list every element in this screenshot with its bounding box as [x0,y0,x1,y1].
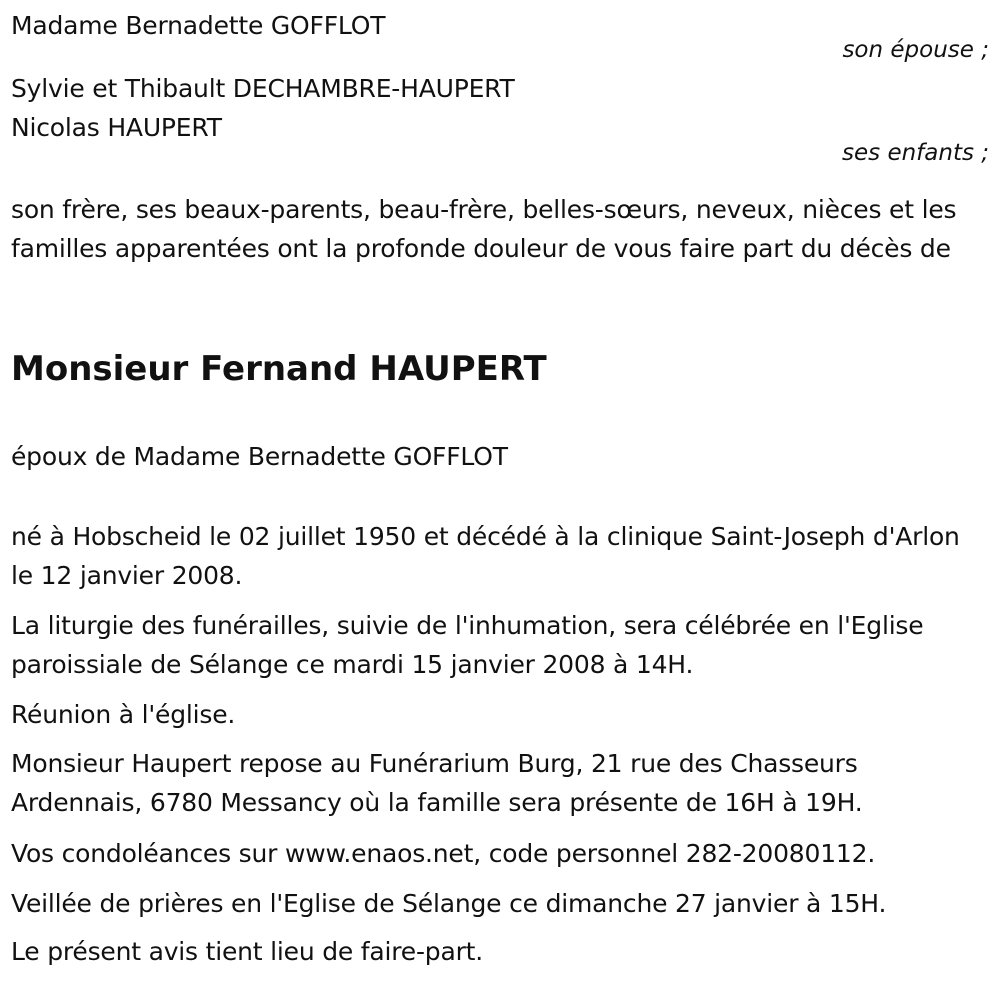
spouse-name: Madame Bernadette GOFFLOT [11,11,386,40]
funeral-home-info: Monsieur Haupert repose au Funérarium Burg, 21 rue des Chasseurs Ardennais, 6780 Messancy où la famille sera présente de 16H à 19H. [11,749,863,817]
spouse-role: son épouse ; [842,37,989,63]
deceased-spouse-line: époux de Madame Bernadette GOFFLOT [11,442,508,471]
birth-death-info: né à Hobscheid le 02 juillet 1950 et décédé à la clinique Saint-Joseph d'Arlon le 12 janvier 2008. [11,522,960,590]
announcement-text: son frère, ses beaux-parents, beau-frère, belles-sœurs, neveux, nièces et les familles apparentées ont la profonde douleur de vous faire part du décès de [11,195,957,263]
children-role: ses enfants ; [842,140,989,166]
closing-note: Le présent avis tient lieu de faire-part. [11,937,484,966]
meeting-info: Réunion à l'église. [11,700,236,729]
child-name: Nicolas HAUPERT [11,113,222,142]
deceased-name: Monsieur Fernand HAUPERT [11,349,547,389]
funeral-liturgy-info: La liturgie des funérailles, suivie de l'inhumation, sera célébrée en l'Eglise paroissiale de Sélange ce mardi 15 janvier 2008 à 14H. [11,611,924,679]
vigil-info: Veillée de prières en l'Eglise de Sélange ce dimanche 27 janvier à 15H. [11,889,887,918]
condolences-info: Vos condoléances sur www.enaos.net, code personnel 282-20080112. [11,839,876,868]
child-name: Sylvie et Thibault DECHAMBRE-HAUPERT [11,74,515,103]
